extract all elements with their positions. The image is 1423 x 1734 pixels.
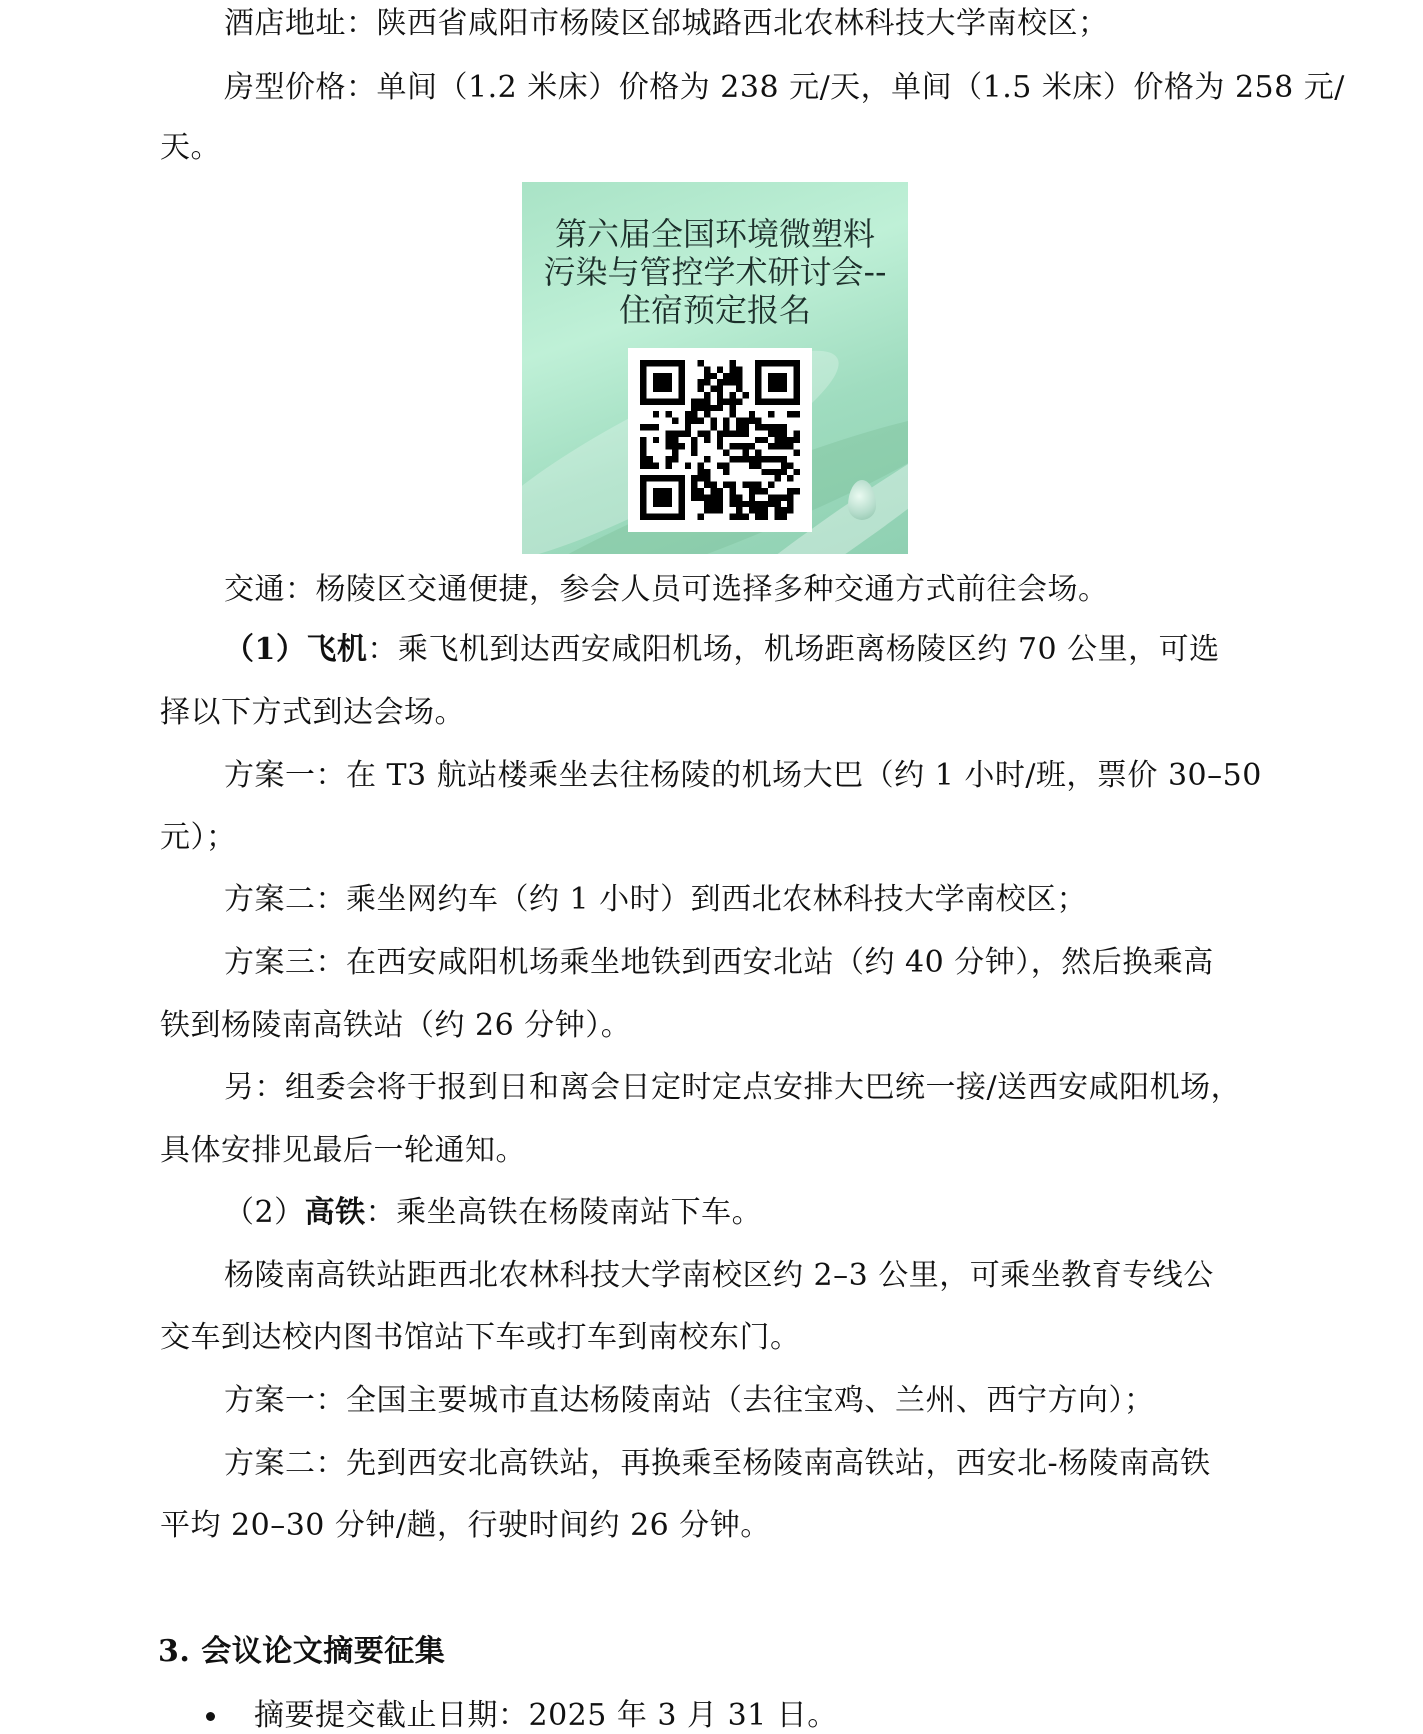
transport-intro: 交通：杨陵区交通便捷，参会人员可选择多种交通方式前往会场。 [224, 572, 1109, 607]
bullet-icon [206, 1712, 215, 1721]
registration-poster [522, 182, 908, 554]
rail-desc-line-1: 杨陵南高铁站距西北农林科技大学南校区约 2–3 公里，可乘坐教育专线公 [224, 1258, 1214, 1293]
qr-code-icon[interactable] [628, 348, 812, 532]
plane-plan3-line-2: 铁到杨陵南高铁站（约 26 分钟）。 [160, 1008, 632, 1043]
plane-plan3-line-1: 方案三：在西安咸阳机场乘坐地铁到西安北站（约 40 分钟），然后换乘高 [224, 945, 1214, 980]
plane-line-2: 择以下方式到达会场。 [160, 695, 465, 730]
plane-label: （1）飞机 [224, 632, 368, 667]
note-line-2: 具体安排见最后一轮通知。 [160, 1133, 526, 1168]
poster-title-line-3: 住宿预定报名 [618, 291, 811, 329]
section-3-title: 3. 会议论文摘要征集 [158, 1634, 446, 1669]
rail-plan2-line-2: 平均 20–30 分钟/趟，行驶时间约 26 分钟。 [160, 1508, 771, 1543]
bullet-item-1: 摘要提交截止日期：2025 年 3 月 31 日。 [254, 1698, 838, 1733]
note-line-1: 另：组委会将于报到日和离会日定时定点安排大巴统一接/送西安咸阳机场， [224, 1070, 1242, 1105]
room-price-line-1: 房型价格：单间（1.2 米床）价格为 238 元/天，单间（1.5 米床）价格为 258 元/ [224, 70, 1345, 105]
plane-plan1-line-2: 元）； [160, 820, 237, 855]
poster-title-line-1: 第六届全国环境微塑料 [554, 215, 875, 253]
plane-text-1: ：乘飞机到达西安咸阳机场，机场距离杨陵区约 70 公里，可选 [367, 632, 1220, 667]
plane-plan1-line-1: 方案一：在 T3 航站楼乘坐去往杨陵的机场大巴（约 1 小时/班，票价 30–50 [224, 758, 1262, 793]
room-price-line-2: 天。 [160, 130, 221, 165]
rail-label: 高铁 [304, 1195, 366, 1230]
rail-text: ：乘坐高铁在杨陵南站下车。 [365, 1195, 763, 1230]
rail-plan1: 方案一：全国主要城市直达杨陵南站（去往宝鸡、兰州、西宁方向）； [224, 1383, 1155, 1418]
plane-plan2: 方案二：乘坐网约车（约 1 小时）到西北农林科技大学南校区； [224, 882, 1088, 917]
rail-line [224, 1195, 762, 1231]
hotel-address: 酒店地址：陕西省咸阳市杨陵区邰城路西北农林科技大学南校区； [224, 6, 1109, 41]
rail-plan2-line-1: 方案二：先到西安北高铁站，再换乘至杨陵南高铁站，西安北-杨陵南高铁 [224, 1446, 1211, 1481]
poster-title-line-2: 污染与管控学术研讨会-- [543, 253, 887, 291]
plane-line-1 [224, 632, 1220, 668]
rail-desc-line-2: 交车到达校内图书馆站下车或打车到南校东门。 [160, 1320, 801, 1355]
rail-label-prefix: （2） [224, 1195, 305, 1230]
